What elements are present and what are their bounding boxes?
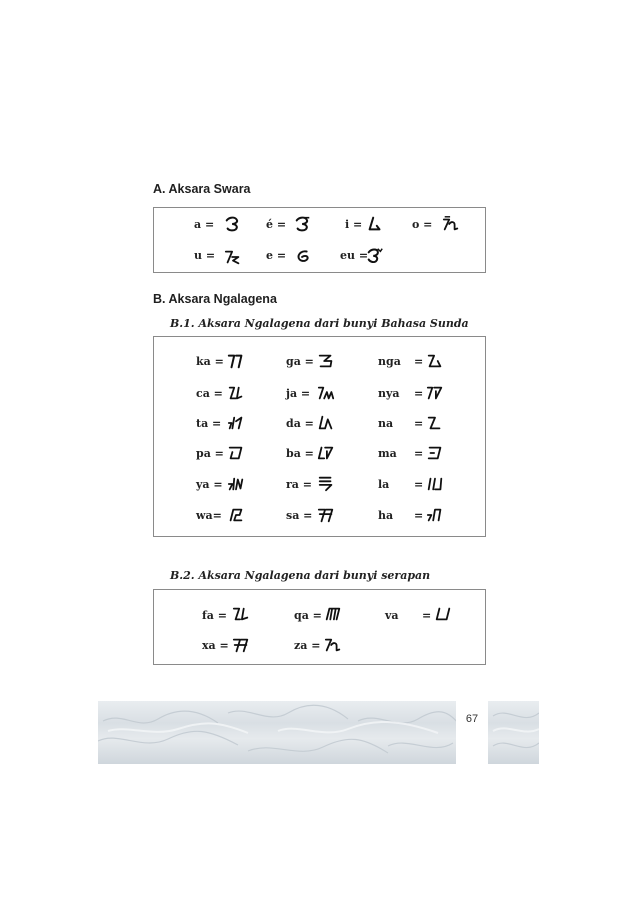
label-ja: ja = (286, 387, 311, 400)
sundanese-ja-glyph-icon (317, 384, 335, 402)
section-b1-title: B.1. Aksara Ngalagena dari bunyi Bahasa Sunda (170, 317, 469, 330)
label-ra: ra = (286, 478, 312, 491)
sundanese-u-glyph-icon (224, 248, 242, 266)
sundanese-ha-glyph-icon (426, 506, 444, 524)
swara-label-eu: eu = (340, 249, 369, 262)
label-ha: ha (378, 509, 394, 522)
eq-la: = (414, 478, 424, 491)
sundanese-eu-glyph-icon (366, 246, 384, 264)
sundanese-qa-glyph-icon (324, 605, 342, 623)
eq-nga: = (414, 355, 424, 368)
sundanese-sa-glyph-icon (317, 506, 335, 524)
label-na: na (378, 417, 394, 430)
label-qa: qa = (294, 609, 322, 622)
sundanese-ma-glyph-icon (426, 444, 444, 462)
sundanese-la-glyph-icon (426, 475, 444, 493)
label-sa: sa = (286, 509, 313, 522)
label-da: da = (286, 417, 314, 430)
label-nga: nga (378, 355, 401, 368)
ngalagena-sunda-box (153, 336, 486, 537)
sundanese-ga-glyph-icon (317, 352, 335, 370)
ngalagena-serapan-box (153, 589, 486, 665)
eq-ha: = (414, 509, 424, 522)
sundanese-za-glyph-icon (324, 636, 342, 654)
swara-label-a: a = (194, 218, 215, 231)
sundanese-da-glyph-icon (317, 414, 335, 432)
swara-label-i: i = (345, 218, 363, 231)
label-ya: ya = (196, 478, 223, 491)
label-ma: ma (378, 447, 397, 460)
page-number: 67 (465, 713, 479, 725)
label-fa: fa = (202, 609, 227, 622)
sundanese-ca-glyph-icon (227, 384, 245, 402)
label-wa: wa= (196, 509, 222, 522)
sundanese-a-glyph-icon (224, 215, 242, 233)
label-pa: pa = (196, 447, 224, 460)
swara-label-u: u = (194, 249, 216, 262)
eq-na: = (414, 417, 424, 430)
sundanese-o-glyph-icon (442, 215, 460, 233)
sundanese-nga-glyph-icon (426, 352, 444, 370)
swara-label-o: o = (412, 218, 433, 231)
sundanese-wa-glyph-icon (227, 506, 245, 524)
eq-ma: = (414, 447, 424, 460)
label-za: za = (294, 639, 321, 652)
sundanese-i-glyph-icon (366, 215, 384, 233)
sundanese-fa-glyph-icon (232, 605, 250, 623)
swara-box (153, 207, 486, 273)
sundanese-va-glyph-icon (434, 605, 452, 623)
sundanese-ra-glyph-icon (317, 475, 335, 493)
sundanese-na-glyph-icon (426, 414, 444, 432)
label-ba: ba = (286, 447, 314, 460)
label-ga: ga = (286, 355, 314, 368)
section-b2-title: B.2. Aksara Ngalagena dari bunyi serapan (170, 569, 431, 582)
page-number-box (456, 701, 488, 764)
eq-va: = (422, 609, 432, 622)
label-ca: ca = (196, 387, 223, 400)
swara-label-e: e = (266, 249, 287, 262)
label-la: la (378, 478, 390, 491)
label-va: va (385, 609, 399, 622)
swara-label-e-acute: é = (266, 218, 287, 231)
sundanese-ya-glyph-icon (227, 475, 245, 493)
sundanese-ta-glyph-icon (227, 414, 245, 432)
sundanese-pa-glyph-icon (227, 444, 245, 462)
label-ta: ta = (196, 417, 222, 430)
eq-nya: = (414, 387, 424, 400)
sundanese-e-acute-glyph-icon (294, 215, 312, 233)
sundanese-ka-glyph-icon (227, 352, 245, 370)
sundanese-xa-glyph-icon (232, 636, 250, 654)
section-a-title: A. Aksara Swara (153, 182, 251, 196)
label-xa: xa = (202, 639, 229, 652)
label-ka: ka = (196, 355, 224, 368)
sundanese-ba-glyph-icon (317, 444, 335, 462)
section-b-title: B. Aksara Ngalagena (153, 292, 277, 306)
sundanese-e-glyph-icon (294, 247, 312, 265)
sundanese-nya-glyph-icon (426, 384, 444, 402)
label-nya: nya (378, 387, 400, 400)
